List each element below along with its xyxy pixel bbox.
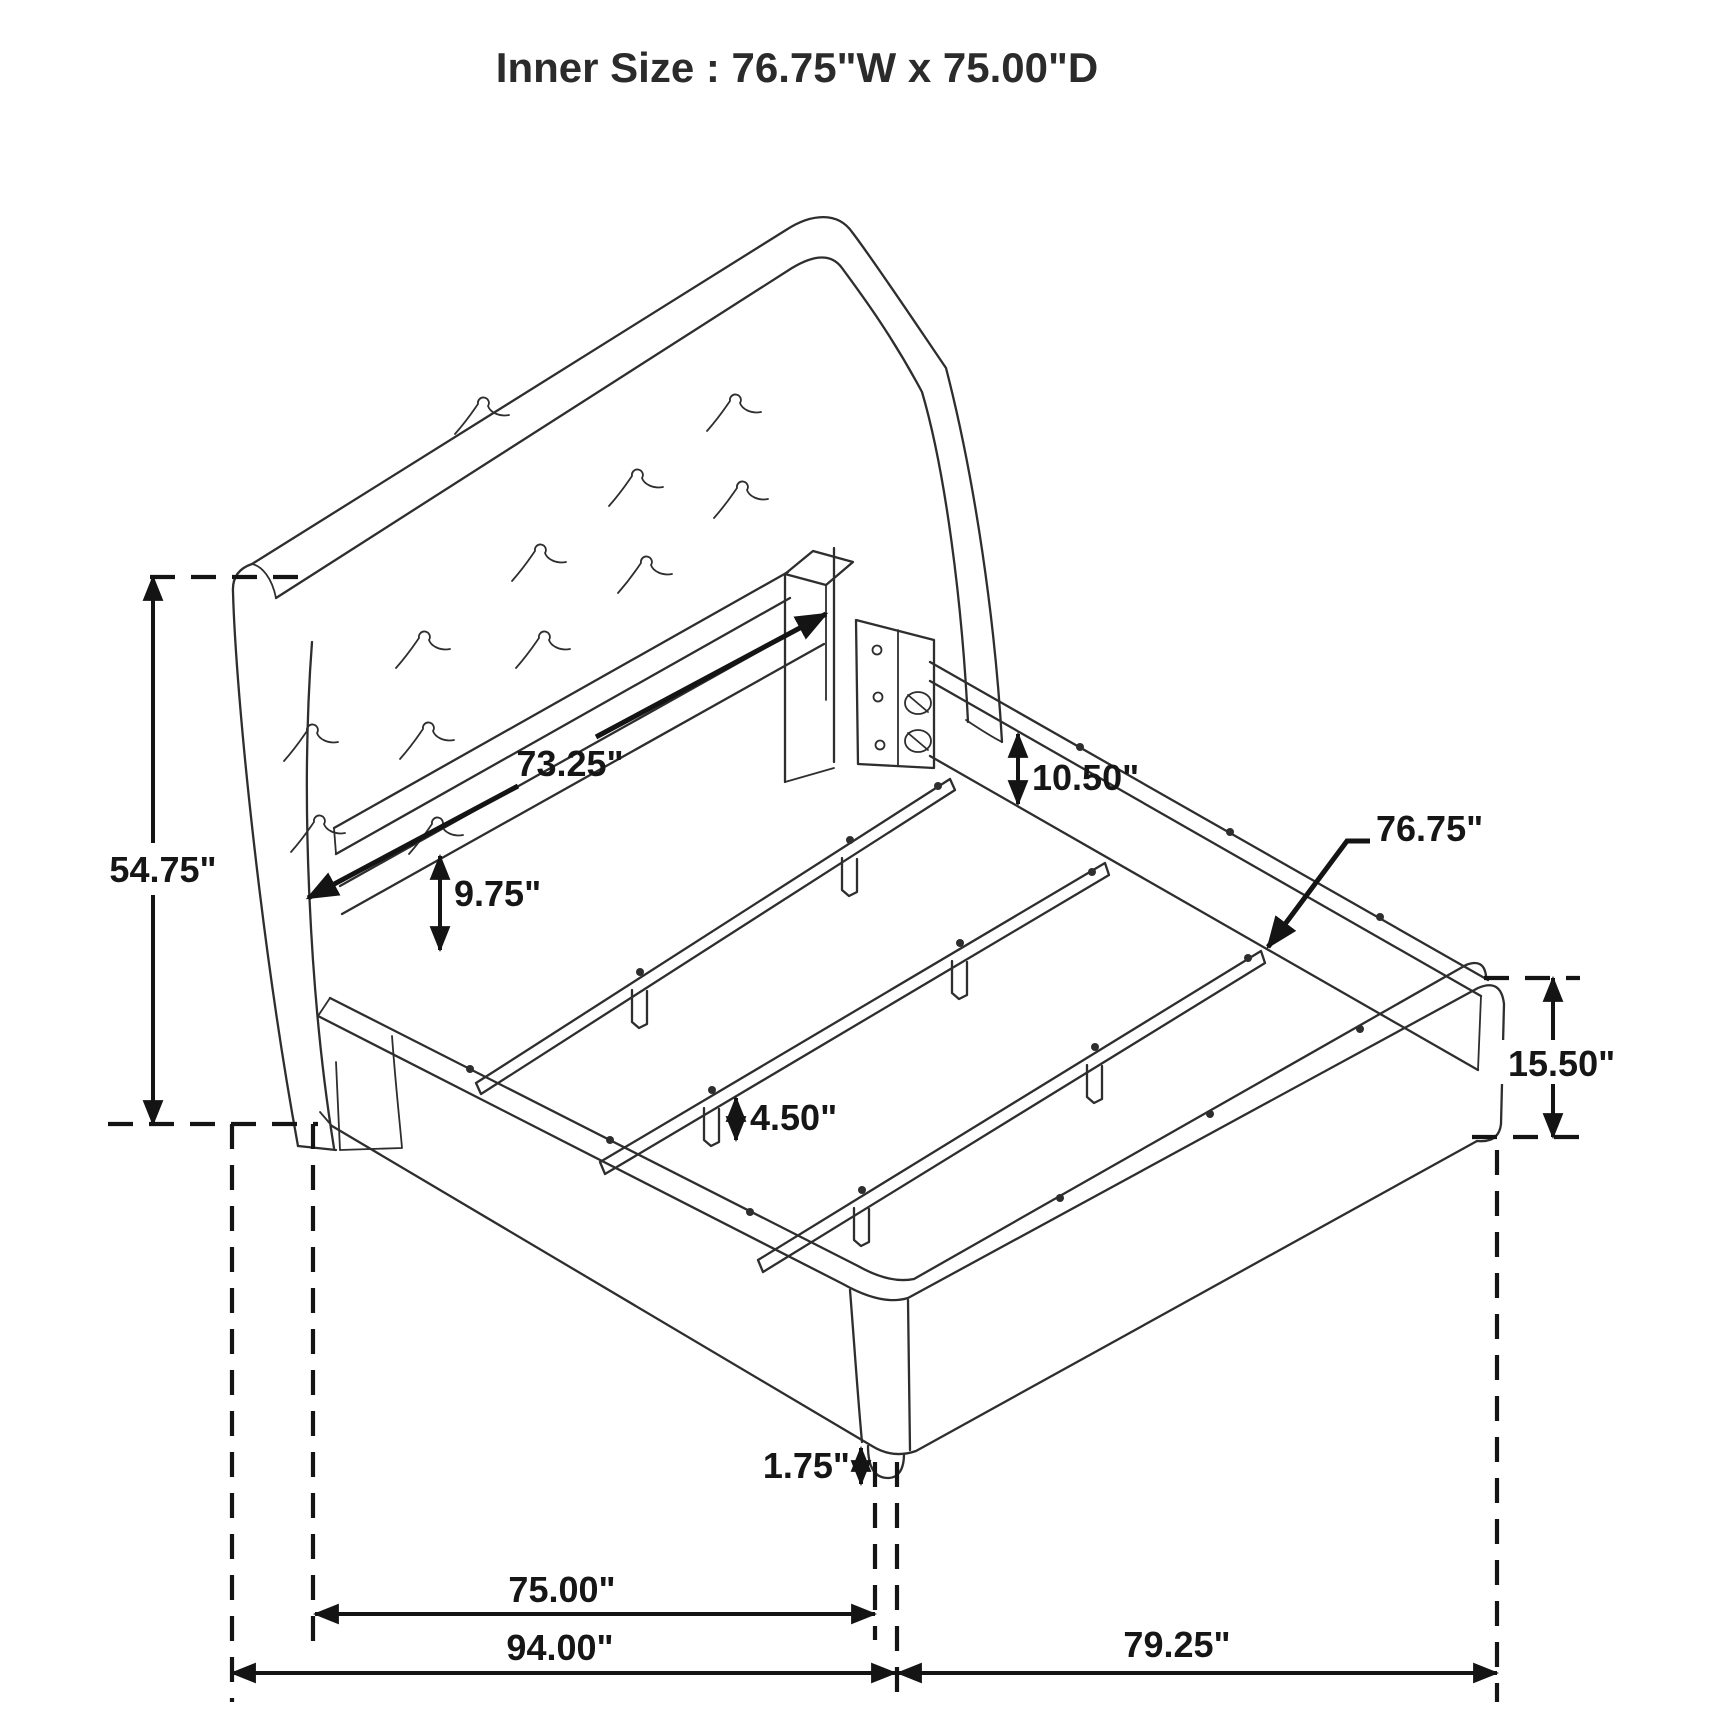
dim-label-overall-width: 79.25" [1123,1624,1231,1665]
dim-headboard-height [108,577,318,1124]
dim-overall-width [898,1624,1497,1673]
dim-label-frame-height: 15.50" [1508,1043,1616,1084]
dim-label-inner-depth: 75.00" [508,1569,616,1610]
dim-headboard-panel-gap [440,856,541,950]
diagram-title: Inner Size : 76.75"W x 75.00"D [495,44,1099,91]
headboard [233,217,1002,1150]
center-post [785,548,853,782]
dim-headboard-rail-width [308,614,826,898]
dim-foot-clearance [763,1445,861,1486]
dim-inner-depth [315,1569,875,1614]
dim-label-foot-clearance: 1.75" [762,1445,850,1486]
dim-label-slat-leg-height: 4.50" [750,1097,838,1138]
dim-label-slat-length: 76.75" [1376,808,1484,849]
screw-dots [466,743,1384,1216]
dim-overall-depth [232,1627,895,1673]
dim-label-overall-depth: 94.00" [506,1627,614,1668]
dim-frame-height [1472,978,1622,1137]
dim-label-side-rail-height: 10.50" [1032,757,1140,798]
mounting-bracket [856,620,934,768]
slats [476,779,1265,1272]
dim-slat-length [1268,808,1483,947]
dim-label-headboard-panel-gap: 9.75" [454,873,542,914]
dim-label-headboard-rail-width: 73.25" [516,743,624,784]
dim-label-headboard-height: 54.75" [109,849,217,890]
dim-slat-leg-height [736,1097,837,1140]
